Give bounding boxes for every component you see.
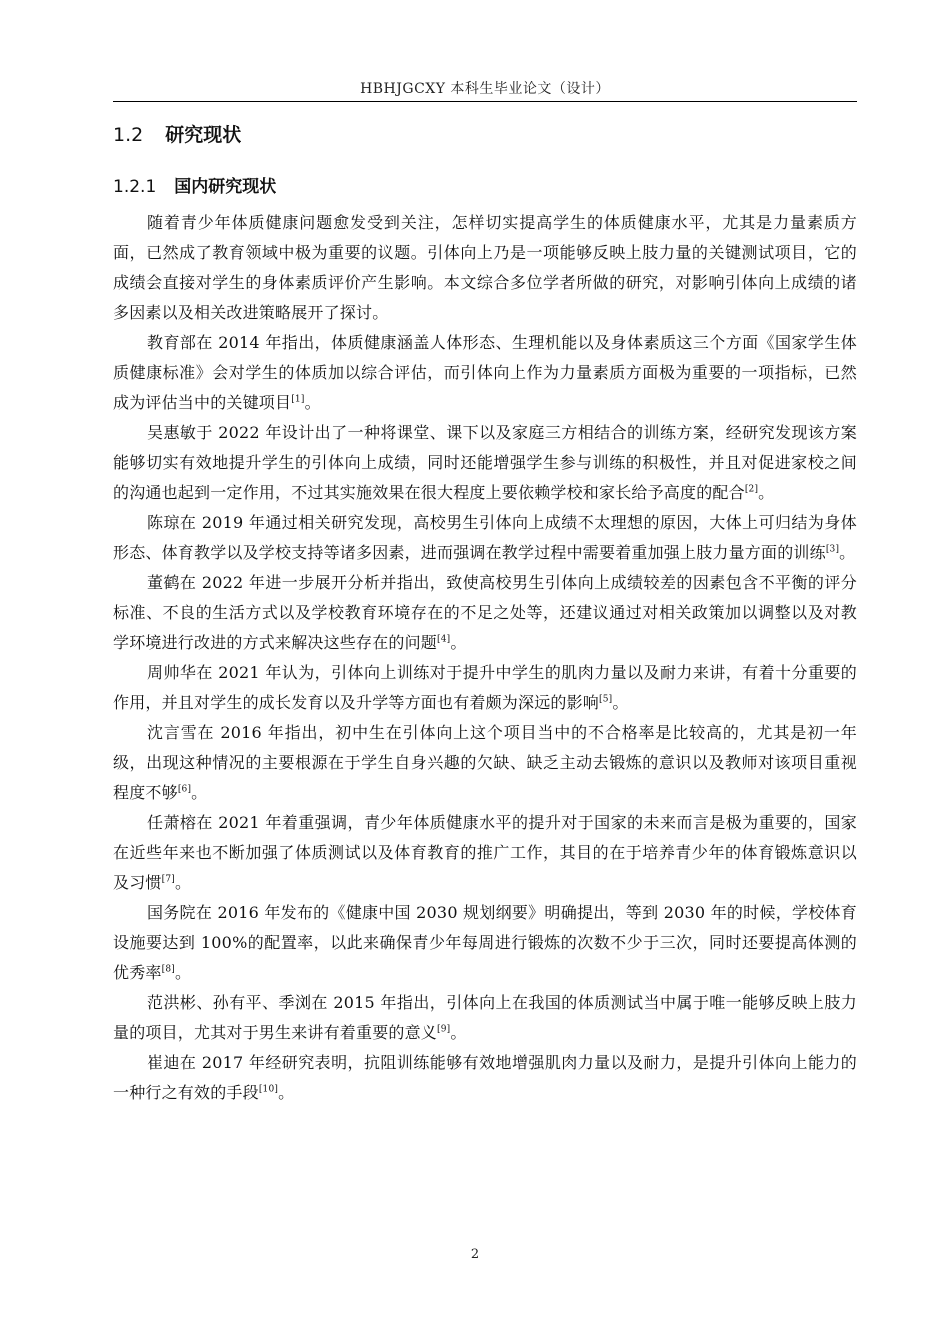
subsection-title: 国内研究现状 — [174, 177, 277, 197]
section-heading — [113, 120, 241, 147]
paragraph-text: 吴惠敏于 2022 年设计出了一种将课堂、课下以及家庭三方相结合的训练方案，经研究发现该方案能够切实有效地提升学生的引体向上成绩，同时还能增强学生参与训练的积极性，并且对促进家校之间的沟通也起到一定作用，不过其实施效果在很大程度上要依赖学校和家长给予高度的配合 — [113, 423, 857, 502]
paragraph — [113, 508, 857, 568]
paragraph-end: 。 — [174, 963, 192, 982]
paragraph — [113, 718, 857, 808]
paragraph-text: 陈琼在 2019 年通过相关研究发现，高校男生引体向上成绩不太理想的原因，大体上可归结为身体形态、体育教学以及学校支持等诸多因素，进而强调在教学过程中需要着重加强上肢力量方面的训练 — [113, 513, 857, 562]
paragraph-end: 。 — [450, 1023, 467, 1042]
paragraph-end: 。 — [191, 783, 208, 802]
paragraph-text: 国务院在 2016 年发布的《健康中国 2030 规划纲要》明确提出，等到 2030 年的时候，学校体育设施要达到 100%的配置率，以此来确保青少年每周进行锻炼的次数不少于三次，同时还要提高体测的优秀率 — [113, 903, 857, 982]
paragraph-text: 教育部在 2014 年指出，体质健康涵盖人体形态、生理机能以及身体素质这三个方面《国家学生体质健康标准》会对学生的体质加以综合评估，而引体向上作为力量素质方面极为重要的一项指标，已然成为评估当中的关键项目 — [113, 333, 857, 412]
citation-ref: [6] — [177, 784, 192, 795]
paragraph-text: 崔迪在 2017 年经研究表明，抗阻训练能够有效地增强肌肉力量以及耐力，是提升引体向上能力的一种行之有效的手段 — [113, 1053, 857, 1102]
paragraph-end: 。 — [174, 873, 192, 892]
paragraph — [113, 808, 857, 898]
citation-ref: [10] — [258, 1084, 279, 1095]
paragraph — [113, 988, 857, 1048]
paragraph-end: 。 — [839, 543, 856, 562]
header-rule — [113, 101, 857, 102]
citation-ref: [3] — [825, 544, 840, 555]
paragraph — [113, 328, 857, 418]
subsection-number: 1.2.1 — [113, 177, 157, 197]
paragraph-text: 任萧榕在 2021 年着重强调，青少年体质健康水平的提升对于国家的未来而言是极为重要的，国家在近些年来也不断加强了体质测试以及体育教育的推广工作，其目的在于培养青少年的体育锻炼意识以及习惯 — [113, 813, 857, 892]
paragraph — [113, 898, 857, 988]
paragraph-text: 随着青少年体质健康问题愈发受到关注，怎样切实提高学生的体质健康水平，尤其是力量素质方面，已然成了教育领域中极为重要的议题。引体向上乃是一项能够反映上肢力量的关键测试项目，它的成绩会直接对学生的身体素质评价产生影响。本文综合多位学者所做的研究，对影响引体向上成绩的诸多因素以及相关改进策略展开了探讨。 — [113, 213, 857, 322]
page-number: 2 — [470, 1247, 480, 1262]
section-title: 研究现状 — [165, 124, 242, 146]
paragraph — [113, 658, 857, 718]
citation-ref: [7] — [161, 874, 175, 885]
paragraph-end: 。 — [450, 633, 467, 652]
paragraph — [113, 1048, 857, 1108]
paragraph-text: 董鹤在 2022 年进一步展开分析并指出，致使高校男生引体向上成绩较差的因素包含不平衡的评分标准、不良的生活方式以及学校教育环境存在的不足之处等，还建议通过对相关政策加以调整以及对教学环境进行改进的方式来解决这些存在的问题 — [113, 573, 857, 652]
paragraph-text: 范洪彬、孙有平、季浏在 2015 年指出，引体向上在我国的体质测试当中属于唯一能够反映上肢力量的项目，尤其对于男生来讲有着重要的意义 — [113, 993, 857, 1042]
paragraph-end: 。 — [758, 483, 775, 502]
running-header: HBHJGCXY 本科生毕业论文（设计） — [360, 81, 610, 97]
citation-ref: [2] — [744, 484, 759, 495]
citation-ref: [1] — [291, 394, 305, 405]
paragraph-text: 沈言雪在 2016 年指出，初中生在引体向上这个项目当中的不合格率是比较高的，尤其是初一年级，出现这种情况的主要根源在于学生自身兴趣的欠缺、缺乏主动去锻炼的意识以及教师对该项目重视程度不够 — [113, 723, 857, 802]
paragraph-text: 周帅华在 2021 年认为，引体向上训练对于提升中学生的肌肉力量以及耐力来讲，有着十分重要的作用，并且对学生的成长发育以及升学等方面也有着颇为深远的影响 — [113, 663, 857, 712]
citation-ref: [5] — [599, 694, 613, 705]
citation-ref: [9] — [437, 1024, 451, 1035]
paragraph — [113, 418, 857, 508]
subsection-heading — [113, 172, 276, 197]
paragraph-end: 。 — [304, 393, 321, 412]
body-text — [113, 208, 857, 1108]
paragraph-end: 。 — [278, 1083, 295, 1102]
paragraph — [113, 208, 857, 328]
citation-ref: [4] — [437, 634, 451, 645]
citation-ref: [8] — [161, 964, 175, 975]
paragraph-end: 。 — [612, 693, 629, 712]
paragraph — [113, 568, 857, 658]
section-number: 1.2 — [113, 124, 144, 146]
